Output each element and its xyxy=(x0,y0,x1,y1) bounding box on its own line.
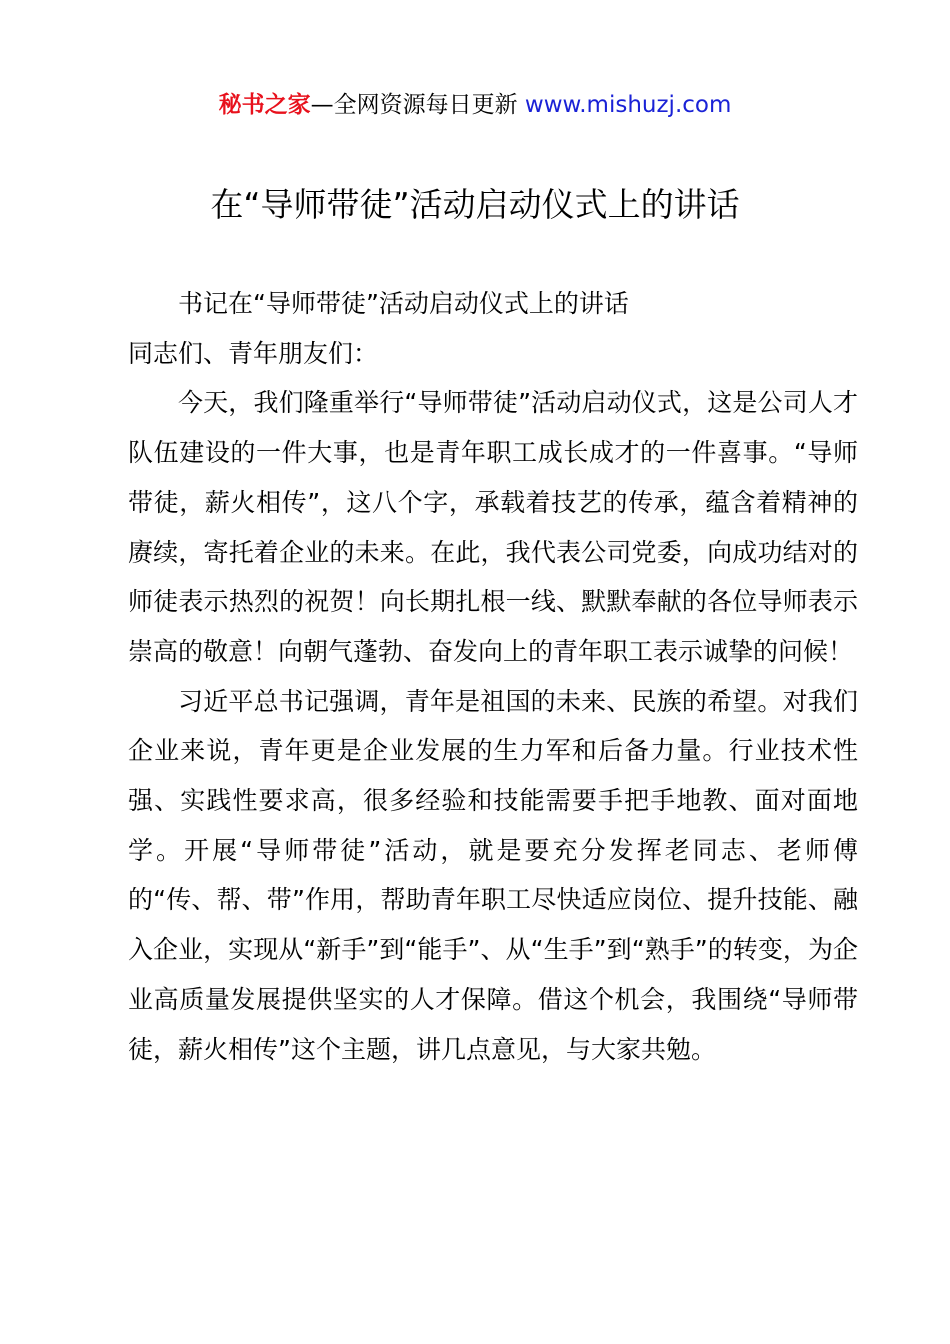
site-url-link[interactable]: www.mishuzj.com xyxy=(524,92,732,118)
brand-name: 秘书之家 xyxy=(218,92,311,118)
document-title: 在“导师带徒”活动启动仪式上的讲话 xyxy=(210,185,740,224)
paragraph: 今天，我们隆重举行“导师带徒”活动启动仪式，这是公司人才队伍建设的一件大事，也是青年职工成长成才的一件喜事。“导师带徒，薪火相传”，这八个字，承载着技艺的传承，蕴含着精神的赓续，寄托着企业的未来。在此，我代表公司党委，向成功结对的师徒表示热烈的祝贺！向长期扎根一线、默默奉献的各位导师表示崇高的敬意！向朝气蓬勃、奋发向上的青年职工表示诚挚的问候！ xyxy=(128,388,858,666)
site-header xyxy=(0,88,950,122)
salutation: 同志们、青年朋友们： xyxy=(128,338,379,368)
document-body xyxy=(128,279,858,1074)
speech-subtitle: 书记在“导师带徒”活动启动仪式上的讲话 xyxy=(178,289,629,318)
header-slogan: —全网资源每日更新 xyxy=(310,92,525,118)
paragraph: 习近平总书记强调，青年是祖国的未来、民族的希望。对我们企业来说，青年更是企业发展的生力军和后备力量。行业技术性强、实践性要求高，很多经验和技能需要手把手地教、面对面地学。开展“导师带徒”活动，就是要充分发挥老同志、老师傅的“传、帮、带”作用，帮助青年职工尽快适应岗位、提升技能、融入企业，实现从“新手”到“能手”、从“生手”到“熟手”的转变，为企业高质量发展提供坚实的人才保障。借这个机会，我围绕“导师带徒，薪火相传”这个主题，讲几点意见，与大家共勉。 xyxy=(128,686,858,1064)
